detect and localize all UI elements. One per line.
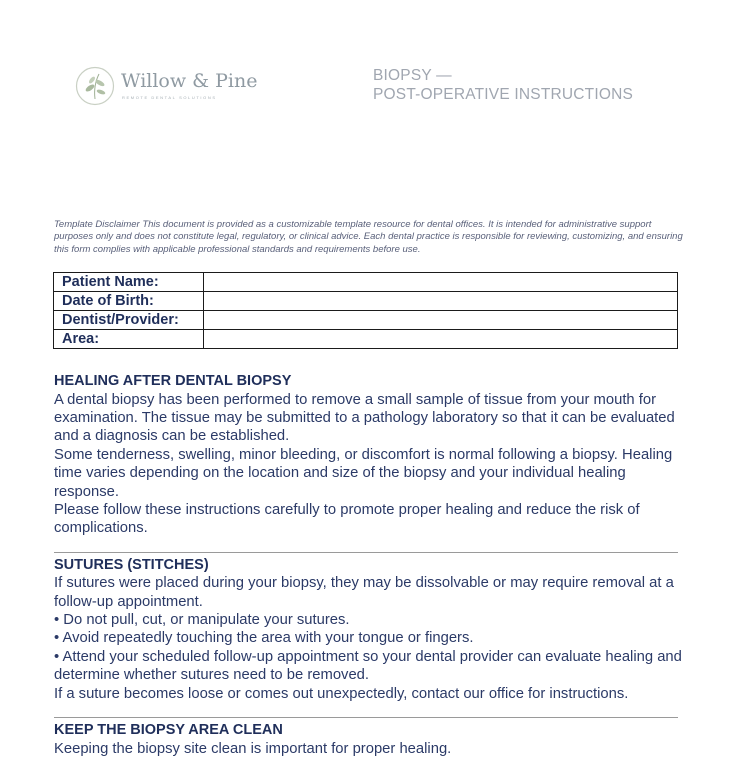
dentist-provider-row	[54, 311, 678, 330]
section-sutures	[54, 556, 682, 703]
patient-name-field[interactable]	[204, 273, 678, 292]
section-healing	[54, 372, 682, 538]
date-of-birth-field[interactable]	[204, 292, 678, 311]
paragraph: If a suture becomes loose or comes out unexpectedly, contact our office for instructions.	[54, 685, 629, 702]
section-divider	[54, 717, 678, 718]
paragraph: A dental biopsy has been performed to remove a small sample of tissue from your mouth for examination. The tissue may be submitted to a pathology laboratory so that it can be evaluated and a diagnosis can be established.	[54, 391, 675, 445]
section-divider	[54, 552, 678, 553]
section-keep-clean	[54, 721, 682, 758]
paragraph: Keeping the biopsy site clean is important for proper healing.	[54, 740, 452, 757]
bullet-item: • Avoid repeatedly touching the area with your tongue or fingers.	[54, 630, 474, 647]
area-field[interactable]	[204, 330, 678, 349]
dentist-provider-field[interactable]	[204, 311, 678, 330]
date-of-birth-row	[54, 292, 678, 311]
paragraph: If sutures were placed during your biopsy, they may be dissolvable or may require removal at a follow-up appointment.	[54, 575, 674, 610]
patient-info-table	[53, 272, 678, 349]
instructions-content	[54, 370, 682, 758]
patient-name-label: Patient Name:	[54, 273, 204, 292]
logo-tagline: REMOTE DENTAL SOLUTIONS	[122, 95, 217, 100]
paragraph: Please follow these instructions carefully to promote proper healing and reduce the risk of complications.	[54, 501, 640, 537]
section-title: KEEP THE BIOPSY AREA CLEAN	[54, 722, 283, 739]
title-line-1: BIOPSY —	[373, 67, 452, 84]
bullet-item: • Attend your scheduled follow-up appointment so your dental provider can evaluate healing and determine whether sutures need to be removed.	[54, 648, 682, 684]
title-line-2: POST-OPERATIVE INSTRUCTIONS	[373, 86, 634, 103]
date-of-birth-label: Date of Birth:	[54, 292, 204, 311]
practice-logo	[75, 66, 258, 108]
dentist-provider-label: Dentist/Provider:	[54, 311, 204, 330]
section-title: HEALING AFTER DENTAL BIOPSY	[54, 373, 292, 389]
patient-name-row	[54, 273, 678, 292]
document-title	[373, 66, 633, 104]
section-title: SUTURES (STITCHES)	[54, 556, 209, 573]
leaf-circle-icon	[75, 66, 115, 106]
logo-name: Willow & Pine	[121, 70, 258, 92]
bullet-item: • Do not pull, cut, or manipulate your sutures.	[54, 612, 350, 629]
area-label: Area:	[54, 330, 204, 349]
area-row	[54, 330, 678, 349]
paragraph: Some tenderness, swelling, minor bleeding, or discomfort is normal following a biopsy. Healing time varies depending on the location and size of the biopsy and your individual healing response.	[54, 446, 673, 500]
template-disclaimer: Template Disclaimer This document is provided as a customizable template resource for dental offices. It is intended for administrative support purposes only and does not constitute legal, regulatory, or clinical advice. Each dental practice is responsible for reviewing, customizing, and ensuring this form complies with applicable professional standards and requirements before use.	[54, 219, 683, 255]
